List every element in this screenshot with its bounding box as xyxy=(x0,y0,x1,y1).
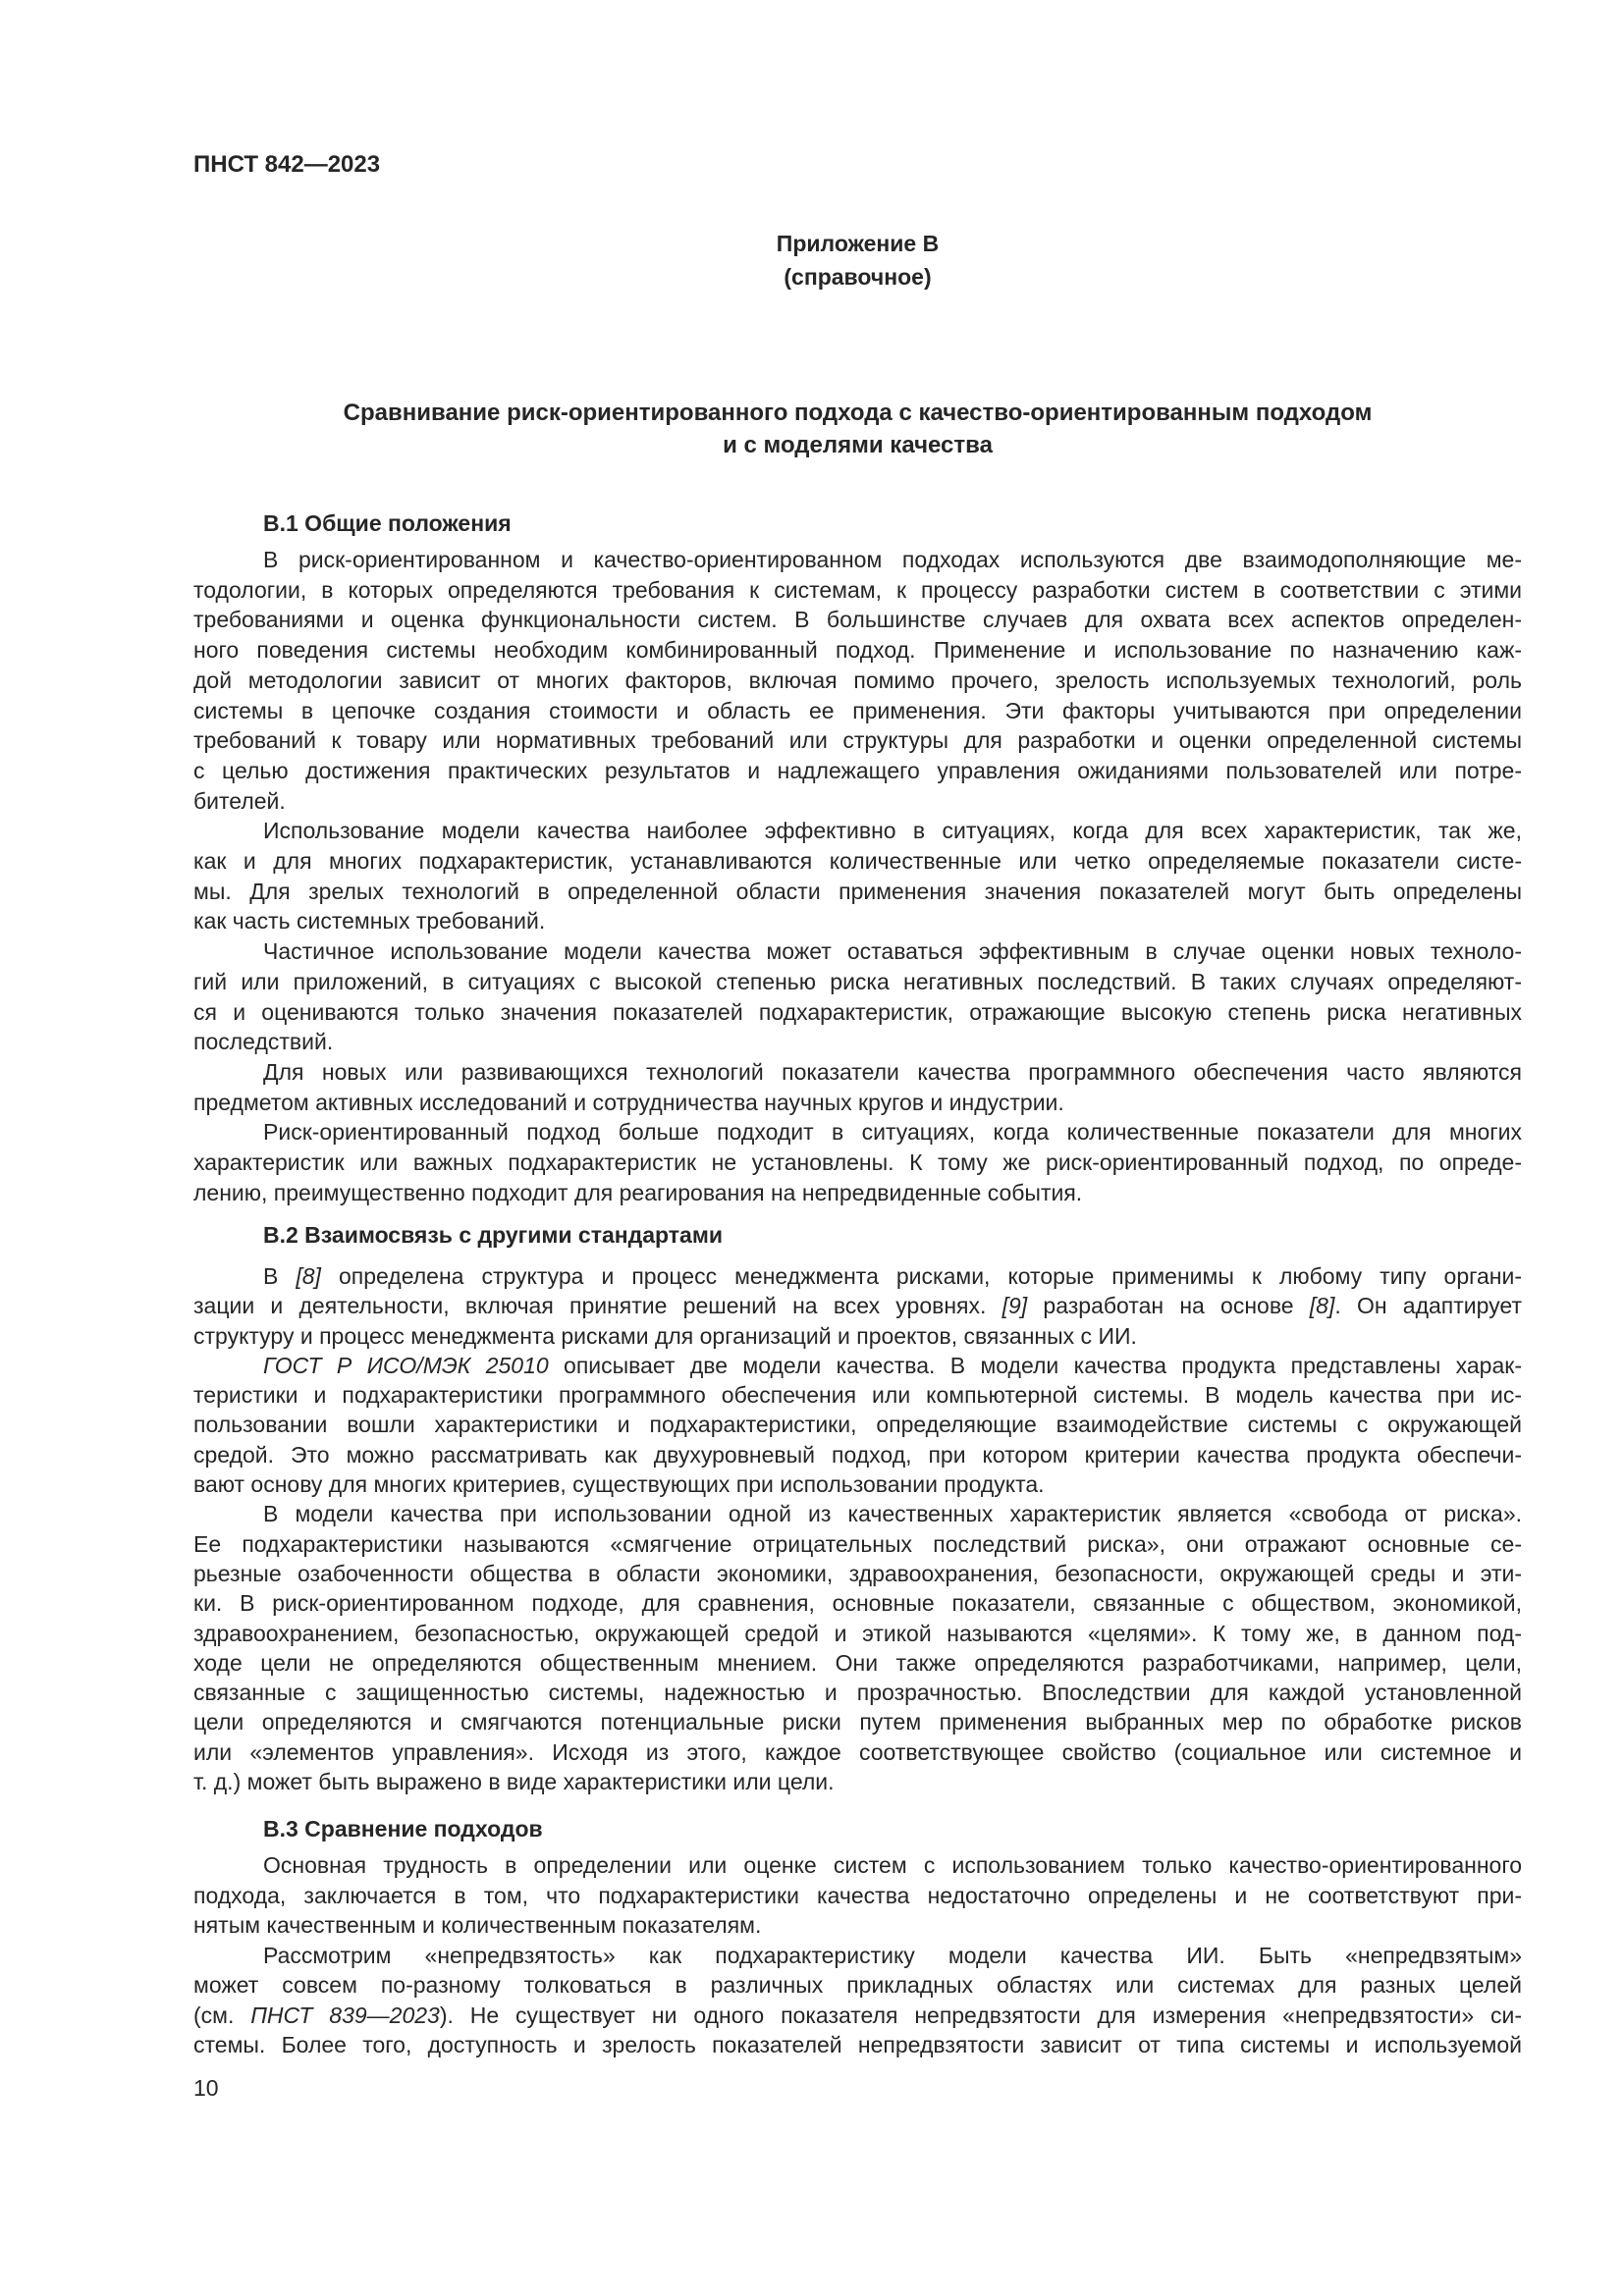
text-line: требованиями и оценка функциональности систем. В большинстве случаев для охвата всех аспектов определен- xyxy=(193,607,1522,633)
text-line: ки. В риск-ориентированном подходе, для сравнения, основные показатели, связанные с обществом, экономикой, xyxy=(193,1590,1522,1617)
appendix-heading xyxy=(193,227,1522,294)
section-heading-b3: В.3 Сравнение подходов xyxy=(263,1816,543,1842)
text-line xyxy=(193,1351,1522,1380)
paragraph xyxy=(193,1351,1522,1499)
text-line: Для новых или развивающихся технологий показатели качества программного обеспечения часто являются xyxy=(263,1058,1522,1085)
text-line: нятым качественным и количественным показателям. xyxy=(193,1912,762,1938)
text-line: т. д.) может быть выражено в виде характеристики или цели. xyxy=(193,1769,835,1795)
paragraph xyxy=(193,1499,1522,1796)
section-body-b3 xyxy=(193,1850,1522,2060)
text-segment: зации и деятельности, включая принятие решений на всех уровнях. xyxy=(193,1293,1002,1319)
text-segment: описывает две модели качества. В модели качества продукта представлены харак- xyxy=(548,1352,1522,1378)
text-line: стемы. Более того, доступность и зрелость показателей непредвзятости зависит от типа системы и используемой xyxy=(193,2032,1522,2057)
text-line: системы в цепочке создания стоимости и область ее применения. Эти факторы учитываются при определении xyxy=(193,697,1522,723)
text-line: теристики и подхарактеристики программного обеспечения или компьютерной системы. В модель качества при ис- xyxy=(193,1382,1522,1409)
reference-citation: [8] xyxy=(296,1263,321,1289)
reference-citation: ПНСТ 839—2023 xyxy=(250,2002,440,2028)
text-line: Основная трудность в определении или оценке систем с использованием только качество-ориентированного xyxy=(263,1852,1522,1878)
text-segment: (см. xyxy=(193,2002,251,2028)
reference-citation: ГОСТ Р ИСО/МЭК 25010 xyxy=(263,1352,549,1378)
section-heading-b2: В.2 Взаимосвязь с другими стандартами xyxy=(263,1222,723,1248)
page-title-line-1: Сравнивание риск-ориентированного подхода с качество-ориентированным подходом xyxy=(343,400,1373,426)
text-line: ходе цели не определяются общественным мнением. Они также определяются разработчиками, например, цели, xyxy=(193,1649,1522,1676)
text-line xyxy=(193,1291,1522,1320)
page-title xyxy=(193,397,1522,461)
text-line xyxy=(193,2001,1522,2031)
reference-citation: [9] xyxy=(1001,1293,1028,1319)
text-line: лению, преимущественно подходит для реагирования на непредвиденные события. xyxy=(193,1179,1083,1205)
text-line: Рассмотрим «непредвзятость» как подхарактеристику модели качества ИИ. Быть «непредвзятым» xyxy=(263,1942,1522,1968)
text-segment: В xyxy=(263,1263,297,1289)
text-line: цели определяются и смягчаются потенциальные риски путем применения выбранных мер по обработке рисков xyxy=(193,1709,1522,1735)
text-line: В риск-ориентированном и качество-ориентированном подходах используются две взаимодополняющие ме- xyxy=(263,547,1522,572)
paragraph xyxy=(193,936,1522,1057)
paragraph xyxy=(193,1850,1522,1941)
text-line: гий или приложений, в ситуациях с высокой степенью риска негативных последствий. В таких случаях определяют- xyxy=(193,968,1522,994)
text-segment: разработан на основе xyxy=(1027,1293,1310,1319)
paragraph xyxy=(193,1261,1522,1351)
text-line: как и для многих подхарактеристик, устанавливаются количественные или четко определяемые показатели систе- xyxy=(193,848,1522,875)
text-line: ся и оцениваются только значения показателей подхарактеристик, отражающие высокую степень риска негативных xyxy=(193,998,1522,1025)
text-line: с целью достижения практических результатов и надлежащего управления ожиданиями пользователей или потре- xyxy=(193,757,1522,783)
text-line: бителей. xyxy=(193,787,286,814)
text-line: вают основу для многих критериев, существующих при использовании продукта. xyxy=(193,1471,1045,1498)
text-line: или «элементов управления». Исходя из этого, каждое соответствующее свойство (социальное или системное и xyxy=(193,1738,1522,1765)
text-line: В модели качества при использовании одной из качественных характеристик является «свобода от риска». xyxy=(263,1501,1522,1527)
paragraph xyxy=(193,1057,1522,1117)
text-line: здравоохранением, безопасностью, окружающей средой и этикой называются «целями». К тому же, в данном под- xyxy=(193,1620,1522,1646)
text-segment: определена структура и процесс менеджмента рисками, которые применимы к любому типу органи- xyxy=(320,1263,1522,1289)
paragraph xyxy=(193,1117,1522,1207)
document-code: ПНСТ 842—2023 xyxy=(193,151,381,178)
text-line: средой. Это можно рассматривать как двухуровневый подход, при котором критерии качества продукта обеспечи- xyxy=(193,1441,1522,1468)
appendix-subtitle: (справочное) xyxy=(784,264,932,290)
text-line: тодологии, в которых определяются требования к системам, к процессу разработки систем в соответствии с этими xyxy=(193,576,1522,603)
page-title-line-2: и с моделями качества xyxy=(723,432,993,458)
paragraph xyxy=(193,816,1522,936)
page-number: 10 xyxy=(193,2075,219,2101)
text-line: характеристик или важных подхарактеристик не установлены. К тому же риск-ориентированный подход, по опреде- xyxy=(193,1149,1522,1176)
paragraph xyxy=(193,545,1522,816)
text-segment: ). Не существует ни одного показателя непредвзятости для измерения «непредвзятости» си- xyxy=(439,2002,1522,2028)
paragraph xyxy=(193,1941,1522,2060)
text-line: может совсем по-разному толковаться в различных прикладных областях или системах для разных целей xyxy=(193,1972,1522,1998)
text-line: ного поведения системы необходим комбинированный подход. Применение и использование по назначению каж- xyxy=(193,637,1522,664)
text-line: рьезные озабоченности общества в области экономики, здравоохранения, безопасности, окружающей среды и эти- xyxy=(193,1560,1522,1586)
text-line: мы. Для зрелых технологий в определенной области применения значения показателей могут быть определены xyxy=(193,878,1522,904)
text-line: связанные с защищенностью системы, надежностью и прозрачностью. Впоследствии для каждой установленной xyxy=(193,1680,1522,1706)
text-line: пользовании вошли характеристики и подхарактеристики, определяющие взаимодействие системы с окружающей xyxy=(193,1412,1522,1438)
text-line: предметом активных исследований и сотрудничества научных кругов и индустрии. xyxy=(193,1089,1064,1115)
section-body-b2 xyxy=(193,1261,1522,1796)
text-line xyxy=(193,1261,1522,1291)
section-heading-b1: В.1 Общие положения xyxy=(263,510,512,536)
text-line: структуру и процесс менеджмента рисками для организаций и проектов, связанных с ИИ. xyxy=(193,1322,1137,1349)
section-body-b1 xyxy=(193,545,1522,1207)
text-line: как часть системных требований. xyxy=(193,908,546,934)
text-line: Частичное использование модели качества может оставаться эффективным в случае оценки новых техноло- xyxy=(263,938,1522,965)
text-line: последствий. xyxy=(193,1029,334,1055)
text-line: Использование модели качества наиболее эффективно в ситуациях, когда для всех характеристик, так же, xyxy=(263,818,1522,844)
text-line: требований к товару или нормативных требований или структуры для разработки и оценки определенной системы xyxy=(193,727,1522,754)
text-line: подхода, заключается в том, что подхарактеристики качества недостаточно определены и не соответствуют при- xyxy=(193,1882,1522,1908)
appendix-title: Приложение В xyxy=(776,231,940,256)
text-line: Риск-ориентированный подход больше подходит в ситуациях, когда количественные показатели для многих xyxy=(263,1119,1522,1146)
text-segment: . Он адаптирует xyxy=(1334,1293,1522,1319)
text-line: дой методологии зависит от многих факторов, включая помимо прочего, зрелость используемых технологий, роль xyxy=(193,667,1522,693)
text-line: Ее подхарактеристики называются «смягчение отрицательных последствий риска», они отражают основные се- xyxy=(193,1530,1522,1557)
reference-citation: [8] xyxy=(1309,1293,1335,1319)
